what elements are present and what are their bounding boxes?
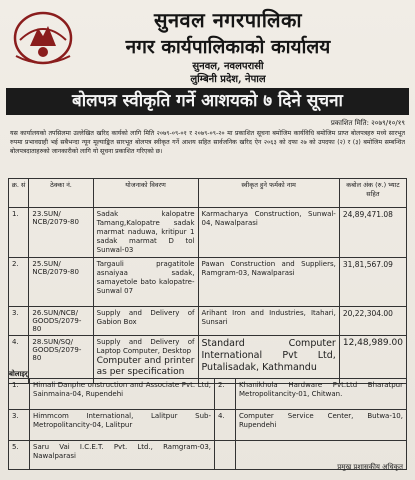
- bid-acceptance-table: [8, 178, 407, 384]
- table-row: [9, 258, 407, 307]
- bidder-name: Khanikhola Hardware Pvt.Ltd Bharatpur Metropolitancity-01, Chitwan.: [236, 379, 407, 410]
- row-project: [93, 336, 198, 384]
- published-date: प्रकाशित मिति: २०७९/१०/१९: [330, 119, 405, 127]
- row-project-part-b: Computer and printer as per specification: [96, 356, 195, 377]
- bidder-sn: 4.: [215, 410, 236, 441]
- table-row: [9, 307, 407, 336]
- row-project: Sadak kalopatre Tamang,Kalopatre sadak marmat naduwa, kritipur 1 sadak marmat D tol Sunwal-03: [93, 208, 198, 258]
- row-sn: 1.: [9, 208, 29, 258]
- bidder-sn: 3.: [9, 410, 30, 441]
- office-address: सुनवल, नवलपरासी: [192, 61, 264, 72]
- other-bidders-table: [8, 378, 407, 470]
- table-header-row: [9, 179, 407, 208]
- bidder-sn: 1.: [9, 379, 30, 410]
- bidder-sn: 2.: [215, 379, 236, 410]
- col-header-sn: क्र. सं: [9, 179, 29, 208]
- row-amount: 20,22,304.00: [339, 307, 406, 336]
- row-firm: Arihant Iron and Industries, Itahari, Sunsari: [198, 307, 339, 336]
- row-sn: 3.: [9, 307, 29, 336]
- office-name: नगर कार्यपालिकाको कार्यालय: [125, 36, 331, 58]
- row-firm: Pawan Construction and Suppliers, Ramgram-03, Nawalparasi: [198, 258, 339, 307]
- col-header-firm: स्वीकृत हुने फर्मको नाम: [198, 179, 339, 208]
- signatory-title: प्रमुख प्रशासकीय अधिकृत: [337, 463, 403, 471]
- bidder-sn: [215, 441, 236, 470]
- row-project: Supply and Delivery of Gabion Box: [93, 307, 198, 336]
- table-row: [9, 208, 407, 258]
- notice-title-banner: बोलपत्र स्वीकृति गर्ने आशयको ७ दिने सूचना: [6, 88, 409, 115]
- table-row: [9, 379, 407, 410]
- municipality-name: सुनवल नगरपालिका: [153, 8, 303, 32]
- bidder-sn: 5.: [9, 441, 30, 470]
- bidder-name: Saru Vai I.C.E.T. Pvt. Ltd., Ramgram-03, Nawalparasi: [30, 441, 215, 470]
- province-name: लुम्बिनी प्रदेश, नेपाल: [190, 74, 266, 85]
- bidder-name: Computer Service Center, Butwa-10, Rupendehi: [236, 410, 407, 441]
- row-firm: Karmacharya Construction, Sunwal-04, Nawalparasi: [198, 208, 339, 258]
- row-amount: 24,89,471.08: [339, 208, 406, 258]
- nepal-emblem-icon: [8, 8, 78, 68]
- row-contract-no: 28.SUN/SQ/ GOODS/2079-80: [29, 336, 93, 384]
- col-header-amount: कबोल अंक (रु.) भ्याट सहित: [339, 179, 406, 208]
- row-amount: 31,81,567.09: [339, 258, 406, 307]
- row-contract-no: 23.SUN/ NCB/2079-80: [29, 208, 93, 258]
- row-contract-no: 25.SUN/ NCB/2079-80: [29, 258, 93, 307]
- col-header-contract-no: ठेक्का नं.: [29, 179, 93, 208]
- row-project-part-a: Supply and Delivery of Laptop Computer, Desktop: [96, 338, 195, 355]
- notice-intro-text: यस कार्यालयको तपसिलमा उल्लेखित खरिद कार्यको लागि मिति २०७९-०९-०१ र २०७९-०९-२० मा प्रकाशित सूचना बमोजिम कार्यविधि बमोजिम प्राप्त बोलपत्रहरु मध्ये सारभूत रुपमा प्रभावग्राही भई सबैभन्दा न्यून मूल्याङ्कित सारभूत बोलपत्र स्वीकृत गर्ने आशय सहित सार्वजनिक खरिद ऐन २०६३ को दफा २७ को उपदफा (२) र (३) बमोजिम सम्बन्धित बोलपत्रदाताहरुको जानकारीको लागि यो सूचना प्रकाशित गरिएको छ।: [10, 130, 405, 155]
- table-row: [9, 410, 407, 441]
- bidder-name: Himali Danphe onstruction and Associate Pvt. Ltd, Sainmaina-04, Rupendehi: [30, 379, 215, 410]
- row-sn: 4.: [9, 336, 29, 384]
- bidder-name: Himmcom International, Lalitpur Sub-Metropolitancity-04, Lalitpur: [30, 410, 215, 441]
- row-project: Targauli pragatitole asnaiyaa sadak, samayetole bato kalopatre- Sunwal 07: [93, 258, 198, 307]
- col-header-project: योजनाको विवरण: [93, 179, 198, 208]
- row-amount: 12,48,989.00: [339, 336, 406, 384]
- table-row: [9, 336, 407, 384]
- row-contract-no: 26.SUN/NCB/ GOODS/2079-80: [29, 307, 93, 336]
- row-sn: 2.: [9, 258, 29, 307]
- row-firm: Standard Computer International Pvt Ltd, Putalisadak, Kathmandu: [198, 336, 339, 384]
- other-bidders-title: बोलाइर्: [9, 370, 28, 378]
